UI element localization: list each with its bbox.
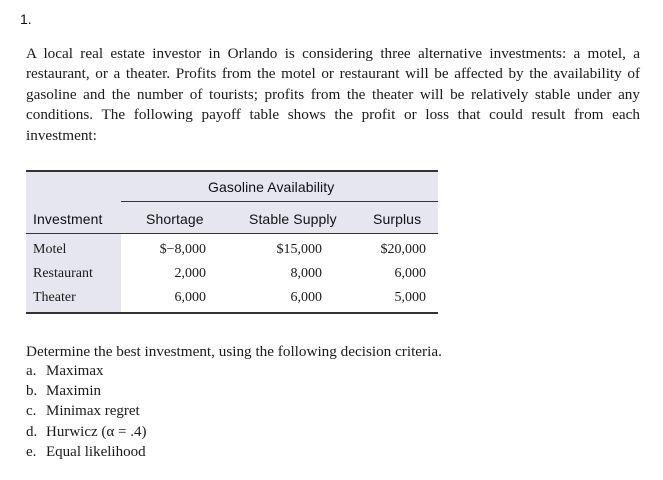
list-text: Equal likelihood [46,444,146,460]
cell-surplus: 5,000 [394,290,426,305]
cell-stable-supply: 6,000 [290,290,322,305]
intro-line: A local real estate investor in Orlando is considering three alternative investments: a motel, a [26,45,640,62]
list-item [26,403,140,420]
table-top-rule [26,170,438,172]
column-header-shortage: Shortage [146,211,204,227]
list-letter: d. [26,424,38,440]
payoff-table [26,170,438,314]
list-letter: c. [26,403,37,419]
cell-shortage: $−8,000 [159,242,206,257]
group-header-rule [121,201,438,202]
question-number: 1. [20,11,32,27]
criteria-instruction: Determine the best investment, using the following decision criteria. [26,343,442,360]
intro-line: restaurant, or a theater. Profits from the motel or restaurant will be affected by the availability [26,65,622,83]
table-bottom-rule [26,312,438,314]
list-text: Hurwicz (α = .4) [46,424,147,440]
group-header: Gasoline Availability [208,179,335,195]
list-item [26,383,101,400]
row-label-motel: Motel [33,242,67,257]
cell-shortage: 6,000 [174,290,206,305]
list-item [26,424,146,441]
row-label-restaurant: Restaurant [33,266,93,281]
cell-surplus: $20,000 [380,242,426,257]
column-header-stable-supply: Stable Supply [249,211,337,227]
column-header-surplus: Surplus [373,211,422,227]
list-text: Maximax [46,363,104,379]
cell-shortage: 2,000 [174,266,206,281]
cell-stable-supply: 8,000 [290,266,322,281]
intro-line: any conditions. The following payoff table shows the profit or loss that could result from each [26,85,640,124]
list-letter: b. [26,383,38,399]
problem-statement [26,44,640,146]
list-item [26,444,146,461]
header-bottom-rule [26,233,438,234]
intro-line: of gasoline and the number of tourists; profits from the theater will be relatively stable under [26,65,640,103]
list-text: Minimax regret [46,403,140,419]
cell-stable-supply: $15,000 [276,242,322,257]
row-label-theater: Theater [33,290,76,305]
list-letter: e. [26,444,37,460]
list-item [26,363,104,380]
list-letter: a. [26,363,37,379]
list-text: Maximin [46,383,101,399]
intro-line: investment: [26,126,97,144]
cell-surplus: 6,000 [394,266,426,281]
column-header-investment: Investment [33,211,103,227]
